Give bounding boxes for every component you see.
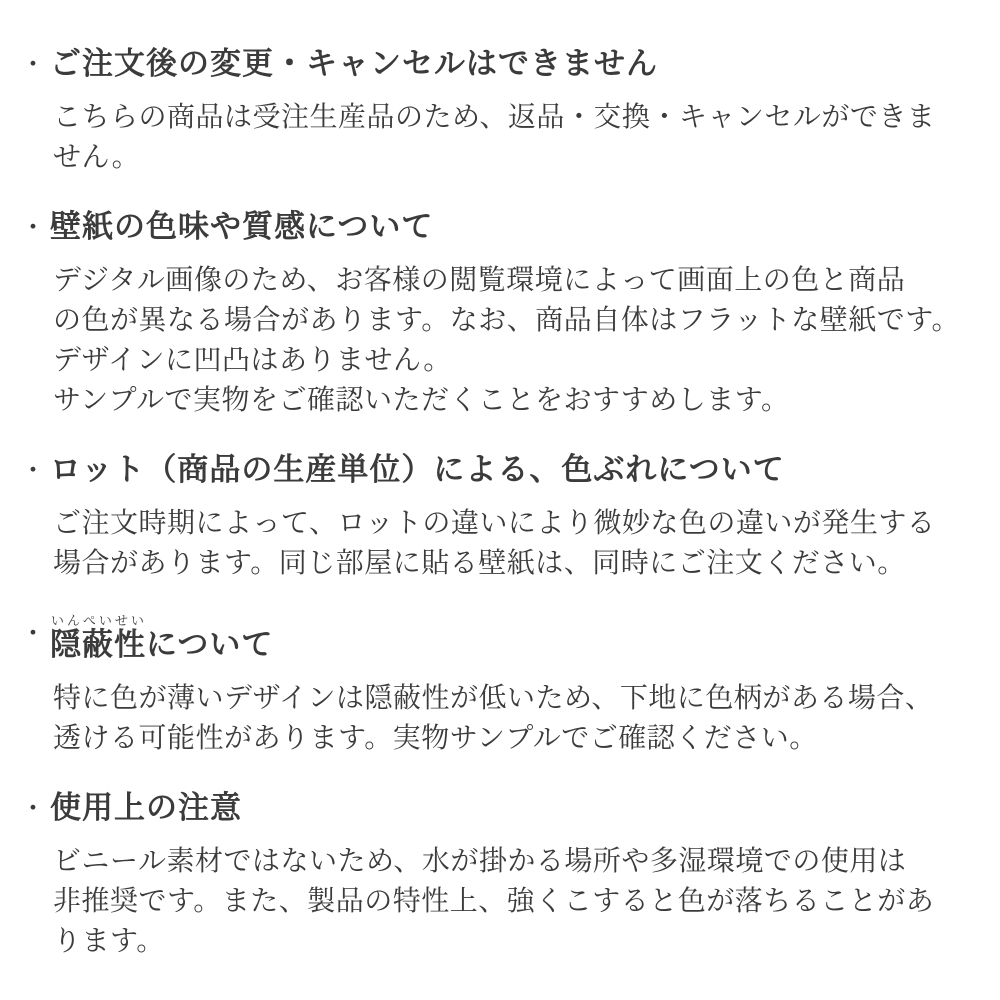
- heading-furigana: いんぺいせい: [50, 613, 146, 628]
- body-line: 特に色が薄いデザインは隠蔽性が低いため、下地に色柄がある場合、: [53, 682, 934, 713]
- bullet-icon: ・: [20, 455, 47, 485]
- section-body: [53, 260, 982, 420]
- bullet-icon: ・: [20, 793, 47, 823]
- body-line: ビニール素材ではないため、水が掛かる場所や多湿環境での使用は: [53, 845, 907, 876]
- section-body: [53, 841, 982, 961]
- bullet-icon: ・: [20, 212, 47, 242]
- body-line: ります。: [53, 925, 165, 956]
- notes-list: [20, 44, 982, 961]
- section-heading-row: [20, 613, 982, 665]
- section-heading-row: [20, 788, 982, 828]
- section-heading-row: [20, 207, 982, 247]
- section-heading: ご注文後の変更・キャンセルはできません: [50, 46, 658, 81]
- section-heading-row: [20, 450, 982, 490]
- section-heading: 壁紙の色味や質感について: [50, 209, 434, 244]
- note-section: [20, 44, 982, 177]
- section-body: [53, 97, 982, 177]
- bullet-icon: ・: [20, 49, 47, 79]
- body-line: サンプルで実物をご確認いただくことをおすすめします。: [53, 384, 790, 415]
- note-section: [20, 450, 982, 583]
- body-line: デジタル画像のため、お客様の閲覧環境によって画面上の色と商品: [53, 264, 906, 295]
- body-line: せん。: [53, 141, 141, 172]
- section-heading: ロット（商品の生産単位）による、色ぶれについて: [50, 452, 785, 487]
- heading-ruby: 隠蔽性いんぺいせい: [50, 613, 146, 662]
- section-body: [53, 503, 982, 583]
- body-line: の色が異なる場合があります。なお、商品自体はフラットな壁紙です。: [53, 304, 960, 335]
- body-line: ご注文時期によって、ロットの違いにより微妙な色の違いが発生する: [53, 507, 936, 538]
- body-line: デザインに凹凸はありません。: [53, 344, 452, 375]
- section-heading: 隠蔽性いんぺいせいについて: [50, 613, 274, 662]
- body-line: 透ける可能性があります。実物サンプルでご確認ください。: [53, 722, 818, 753]
- body-line: こちらの商品は受注生産品のため、返品・交換・キャンセルができま: [53, 101, 936, 132]
- body-line: 場合があります。同じ部屋に貼る壁紙は、同時にご注文ください。: [53, 547, 906, 578]
- note-section: [20, 207, 982, 420]
- body-line: 非推奨です。また、製品の特性上、強くこすると色が落ちることがあ: [53, 885, 935, 916]
- section-body: [53, 678, 982, 758]
- section-heading-row: [20, 44, 982, 84]
- note-section: [20, 613, 982, 758]
- note-section: [20, 788, 982, 961]
- section-heading: 使用上の注意: [50, 790, 242, 825]
- bullet-icon: ・: [20, 618, 47, 648]
